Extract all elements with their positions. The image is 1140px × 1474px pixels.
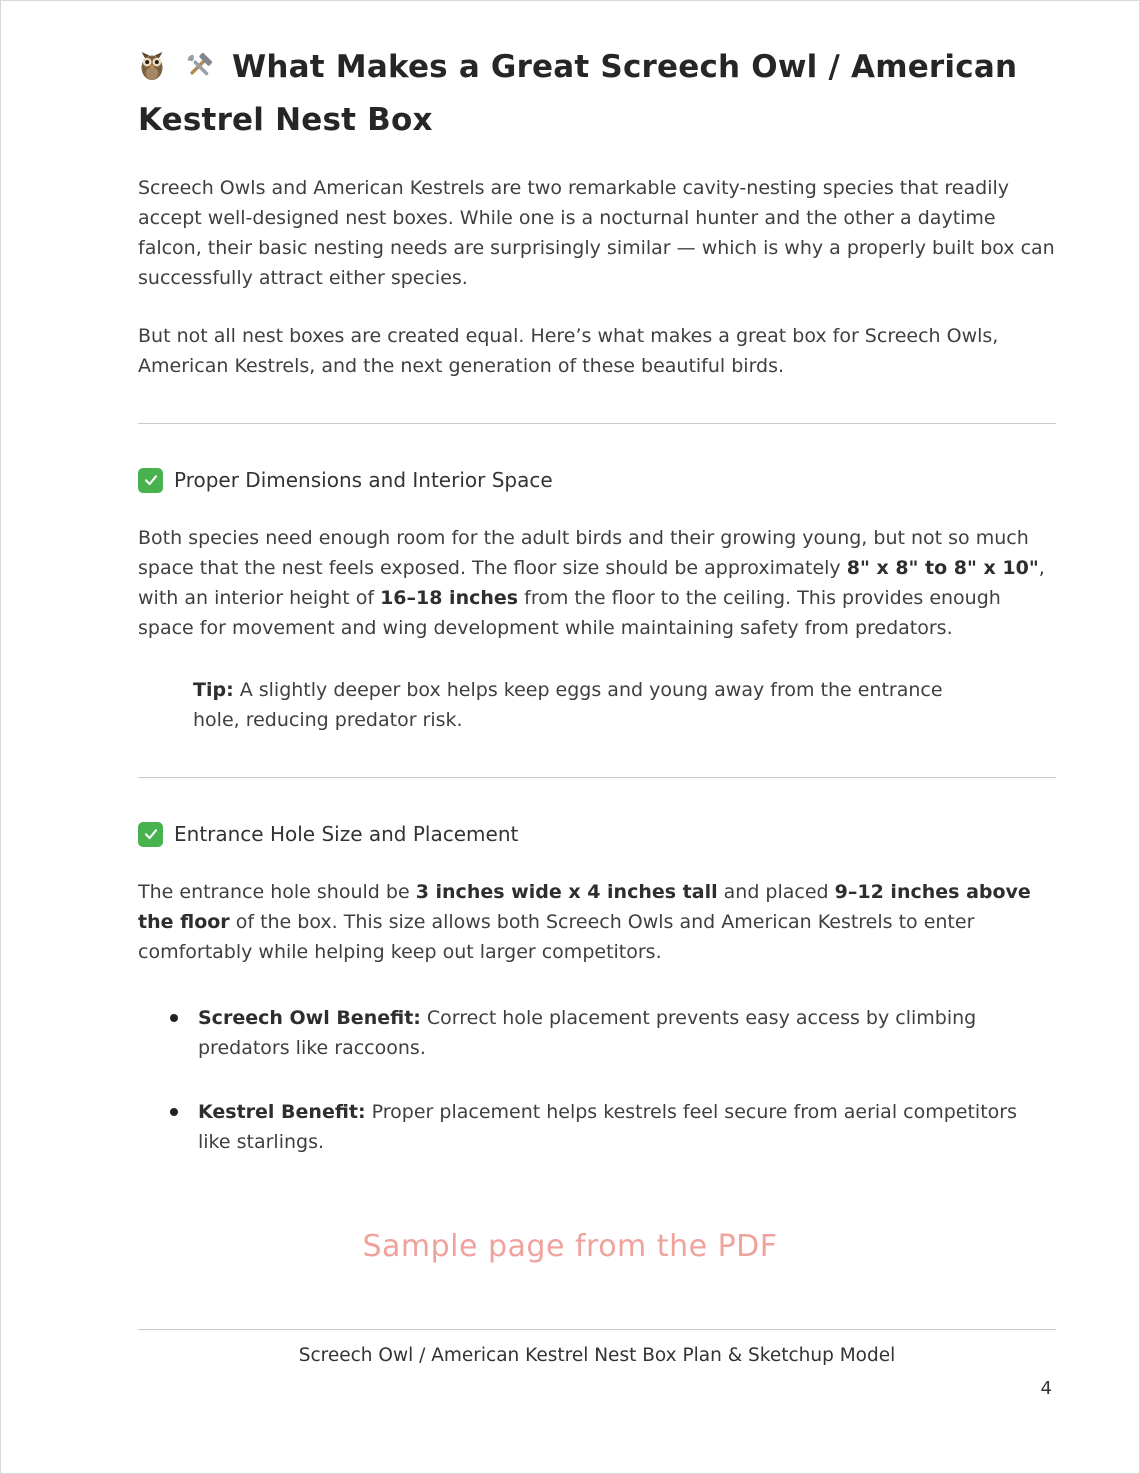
page-content xyxy=(1,1,1139,1157)
list-item xyxy=(138,1097,1056,1157)
section-paragraph: The entrance hole should be 3 inches wide x 4 inches tall and placed 9–12 inches above the floor of the box. This size allows both Screech Owls and American Kestrels to enter comfortably while helping keep out larger competitors. xyxy=(138,880,1031,963)
benefit-list xyxy=(138,1003,1056,1157)
footer-divider xyxy=(138,1329,1056,1330)
bullet-dot xyxy=(170,1108,178,1116)
page-title-text: What Makes a Great Screech Owl / American Kestrel Nest Box xyxy=(138,49,1018,138)
owl-icon xyxy=(138,47,166,96)
section-divider xyxy=(138,777,1056,778)
check-icon xyxy=(138,468,163,493)
tip-paragraph: Tip: A slightly deeper box helps keep eggs and young away from the entrance hole, reducing predator risk. xyxy=(193,678,943,731)
check-icon xyxy=(138,822,163,847)
page-title xyxy=(138,43,1056,145)
list-item xyxy=(138,1003,1056,1063)
page-number: 4 xyxy=(1040,1378,1052,1399)
bullet-text: Screech Owl Benefit: Correct hole placement prevents easy access by climbing predators like raccoons. xyxy=(198,1006,977,1059)
section-entrance-hole xyxy=(138,822,1056,1157)
intro-paragraph: Screech Owls and American Kestrels are two remarkable cavity-nesting species that readily accept well-designed nest boxes. While one is a nocturnal hunter and the other a daytime falcon, their basic nesting needs are surprisingly similar — which is why a properly built box can successfully attract either species. xyxy=(138,176,1055,289)
section-heading xyxy=(138,822,1056,847)
section-paragraph: Both species need enough room for the adult birds and their growing young, but not so much space that the nest feels exposed. The floor size should be approximately 8" x 8" to 8" x 10", with an interior height of 16–18 inches from the floor to the ceiling. This provides enough space for movement and wing development while maintaining safety from predators. xyxy=(138,526,1045,639)
section-heading-text: Proper Dimensions and Interior Space xyxy=(174,468,553,493)
intro-paragraph: But not all nest boxes are created equal. Here’s what makes a great box for Screech Owls, American Kestrels, and the next generation of these beautiful birds. xyxy=(138,324,999,377)
hammer-wrench-icon xyxy=(184,47,214,96)
footer-title: Screech Owl / American Kestrel Nest Box Plan & Sketchup Model xyxy=(298,1345,896,1366)
page-footer xyxy=(138,1329,1056,1399)
section-divider xyxy=(138,423,1056,424)
section-dimensions xyxy=(138,468,1056,735)
bullet-dot xyxy=(170,1014,178,1022)
bullet-text: Kestrel Benefit: Proper placement helps kestrels feel secure from aerial competitors like starlings. xyxy=(198,1100,1017,1153)
watermark: Sample page from the PDF xyxy=(362,1229,778,1264)
section-heading xyxy=(138,468,1056,493)
section-heading-text: Entrance Hole Size and Placement xyxy=(174,822,519,847)
